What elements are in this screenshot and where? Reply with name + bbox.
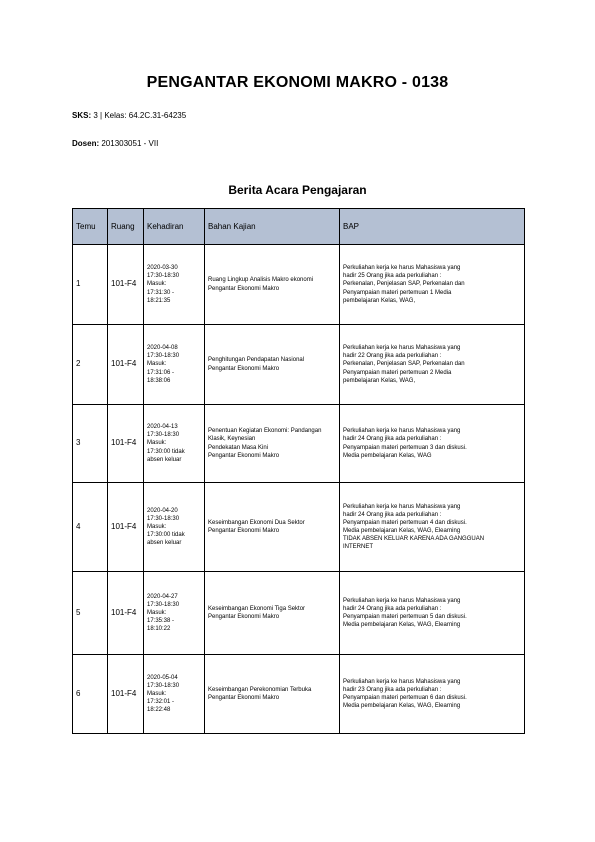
cell-bahan-kajian-line: Keseimbangan Ekonomi Tiga Sektor <box>208 605 306 612</box>
table-row <box>73 245 525 325</box>
cell-temu: 3 <box>73 405 108 483</box>
cell-bap-line: hadir 24 Orang jika ada perkuliahan : <box>343 605 442 612</box>
cell-ruang: 101-F4 <box>108 483 144 572</box>
cell-kehadiran-line: 2020-03-30 <box>147 265 178 272</box>
cell-bap-line: Perkuliahan kerja ke harus Mahasiswa yang <box>343 597 461 604</box>
cell-bahan-kajian-line: Keseimbangan Perekonomian Terbuka <box>208 686 312 693</box>
header-bahan-kajian: Bahan Kajian <box>205 209 340 245</box>
cell-bahan-kajian-line: Pengantar Ekonomi Makro <box>208 285 280 292</box>
section-title: Berita Acara Pengajaran <box>228 183 367 197</box>
cell-temu: 5 <box>73 572 108 655</box>
cell-kehadiran-line: 2020-05-04 <box>147 674 178 681</box>
cell-bap-line: Penyampaian materi pertemuan 2 Media <box>343 369 452 376</box>
cell-bahan-kajian-line: Ruang Lingkup Analisis Makro ekonomi <box>208 277 314 284</box>
cell-kehadiran-line: Masuk: <box>147 281 167 288</box>
cell-bap-line: Perkuliahan kerja ke harus Mahasiswa yang <box>343 428 461 435</box>
cell-bap-line: Media pembelajaran Kelas, WAG, Elearning <box>343 528 461 534</box>
cell-kehadiran-line: 17:30-18:30 <box>147 682 180 689</box>
header-kehadiran: Kehadiran <box>144 209 205 245</box>
cell-bahan-kajian-line: Pendekatan Masa Kini <box>208 444 269 451</box>
header-temu: Temu <box>73 209 108 245</box>
cell-bahan-kajian-line: Penghitungan Pendapatan Nasional <box>208 357 305 364</box>
cell-bap-line: Penyampaian materi pertemuan 3 dan diskusi. <box>343 444 467 451</box>
cell-kehadiran-line: 17:30:00 tidak <box>147 448 185 455</box>
cell-bap-line: Penyampaian materi pertemuan 5 dan diskusi. <box>343 614 467 620</box>
cell-bap-line: hadir 22 Orang jika ada perkuliahan : <box>343 353 442 360</box>
cell-bap-line: Media pembelajaran Kelas, WAG <box>343 452 432 459</box>
cell-kehadiran-line: 17:30-18:30 <box>147 515 180 522</box>
sks-value: 3 | Kelas: 64.2C.31-64235 <box>93 111 187 120</box>
cell-kehadiran-line: 17:30-18:30 <box>147 432 180 439</box>
header-ruang: Ruang <box>108 209 144 245</box>
table-row <box>73 483 525 572</box>
cell-ruang: 101-F4 <box>108 245 144 325</box>
cell-bap <box>340 655 525 734</box>
cell-kehadiran <box>144 405 205 483</box>
cell-bap-line: Perkenalan, Penjelasan SAP, Perkenalan dan <box>343 281 465 288</box>
cell-bap-line: Perkuliahan kerja ke harus Mahasiswa yang <box>343 503 461 510</box>
cell-kehadiran-line: Masuk: <box>147 361 167 368</box>
cell-bap-line: hadir 24 Orang jika ada perkuliahan : <box>343 436 442 443</box>
cell-kehadiran <box>144 572 205 655</box>
cell-bahan-kajian-line: Pengantar Ekonomi Makro <box>208 528 280 534</box>
class-info <box>72 111 186 120</box>
cell-bahan-kajian-line: Pengantar Ekonomi Makro <box>208 695 280 701</box>
cell-kehadiran-line: 2020-04-13 <box>147 424 178 431</box>
cell-kehadiran-line: 17:30-18:30 <box>147 601 180 608</box>
cell-bap-line: hadir 24 Orang jika ada perkuliahan : <box>343 511 442 518</box>
cell-kehadiran-line: Masuk: <box>147 440 167 447</box>
cell-bahan-kajian <box>205 325 340 405</box>
cell-bap-line: Media pembelajaran Kelas, WAG, Elearning <box>343 622 461 629</box>
table-row <box>73 655 525 734</box>
document-title: PENGANTAR EKONOMI MAKRO - 0138 <box>146 74 449 91</box>
lecturer-info <box>72 139 158 148</box>
cell-kehadiran <box>144 655 205 734</box>
table-header-row <box>73 209 525 245</box>
cell-temu: 4 <box>73 483 108 572</box>
cell-bahan-kajian <box>205 572 340 655</box>
cell-bahan-kajian-line: Pengantar Ekonomi Makro <box>208 614 280 620</box>
table-row <box>73 405 525 483</box>
header-bap: BAP <box>340 209 525 245</box>
cell-kehadiran-line: 2020-04-20 <box>147 507 178 514</box>
cell-kehadiran-line: Masuk: <box>147 523 167 530</box>
cell-kehadiran-line: 2020-04-27 <box>147 593 178 600</box>
cell-bap-line: pembelajaran Kelas, WAG, <box>343 297 416 304</box>
cell-ruang: 101-F4 <box>108 572 144 655</box>
cell-bap-line: Media pembelajaran Kelas, WAG, Elearning <box>343 703 461 710</box>
cell-ruang: 101-F4 <box>108 325 144 405</box>
cell-bap <box>340 572 525 655</box>
cell-bap <box>340 483 525 572</box>
cell-bahan-kajian <box>205 483 340 572</box>
cell-bap-line: Perkuliahan kerja ke harus Mahasiswa yang <box>343 265 461 272</box>
cell-bahan-kajian-line: Pengantar Ekonomi Makro <box>208 365 280 372</box>
cell-kehadiran-line: 18:38:06 <box>147 377 171 384</box>
cell-bahan-kajian <box>205 245 340 325</box>
cell-bahan-kajian <box>205 655 340 734</box>
cell-bap <box>340 405 525 483</box>
cell-kehadiran <box>144 483 205 572</box>
cell-bap-line: Penyampaian materi pertemuan 1 Media <box>343 289 452 296</box>
cell-bap-line: Perkuliahan kerja ke harus Mahasiswa yang <box>343 678 461 685</box>
cell-temu: 6 <box>73 655 108 734</box>
dosen-value: 201303051 - VII <box>101 139 159 148</box>
cell-bap-line: TIDAK ABSEN KELUAR KARENA ADA GANGGUAN <box>343 536 485 543</box>
cell-kehadiran-line: 18:10:22 <box>147 626 171 633</box>
teaching-report-table <box>72 208 525 734</box>
cell-bahan-kajian-line: Keseimbangan Ekonomi Dua Sektor <box>208 519 305 526</box>
dosen-label: Dosen: <box>72 139 100 148</box>
cell-kehadiran-line: 17:35:38 - <box>147 618 175 625</box>
cell-bap-line: Penyampaian materi pertemuan 4 dan diskusi. <box>343 519 467 526</box>
cell-kehadiran-line: 17:30-18:30 <box>147 353 180 360</box>
cell-bahan-kajian-line: Pengantar Ekonomi Makro <box>208 452 280 459</box>
cell-bap <box>340 245 525 325</box>
cell-kehadiran-line: Masuk: <box>147 609 167 616</box>
cell-bap-line: INTERNET <box>343 544 373 551</box>
cell-bap-line: hadir 23 Orang jika ada perkuliahan : <box>343 686 442 693</box>
cell-kehadiran-line: 17:30-18:30 <box>147 273 180 280</box>
cell-kehadiran-line: 17:30:00 tidak <box>147 532 185 539</box>
cell-bap-line: hadir 25 Orang jika ada perkuliahan : <box>343 273 442 280</box>
cell-bahan-kajian <box>205 405 340 483</box>
cell-bap-line: pembelajaran Kelas, WAG, <box>343 377 416 384</box>
cell-kehadiran-line: 17:31:30 - <box>147 289 175 296</box>
cell-kehadiran-line: 2020-04-08 <box>147 345 178 352</box>
cell-kehadiran-line: absen keluar <box>147 456 182 463</box>
cell-bahan-kajian-line: Penentuan Kegiatan Ekonomi: Pandangan Klasik, Keynesian <box>208 428 322 443</box>
table-row <box>73 325 525 405</box>
cell-bap <box>340 325 525 405</box>
cell-kehadiran <box>144 245 205 325</box>
cell-kehadiran-line: 17:31:06 - <box>147 369 175 376</box>
sks-label: SKS: <box>72 111 92 120</box>
cell-ruang: 101-F4 <box>108 655 144 734</box>
cell-kehadiran <box>144 325 205 405</box>
cell-bap-line: Perkenalan, Penjelasan SAP, Perkenalan dan <box>343 361 465 368</box>
cell-kehadiran-line: Masuk: <box>147 690 167 697</box>
cell-ruang: 101-F4 <box>108 405 144 483</box>
cell-bap-line: Perkuliahan kerja ke harus Mahasiswa yang <box>343 345 461 352</box>
cell-kehadiran-line: 18:22:48 <box>147 707 171 714</box>
cell-kehadiran-line: absen keluar <box>147 540 182 547</box>
cell-bap-line: Penyampaian materi pertemuan 6 dan diskusi. <box>343 695 467 701</box>
cell-kehadiran-line: 17:32:01 - <box>147 699 175 706</box>
cell-temu: 2 <box>73 325 108 405</box>
table-row <box>73 572 525 655</box>
cell-kehadiran-line: 18:21:35 <box>147 297 171 304</box>
cell-temu: 1 <box>73 245 108 325</box>
